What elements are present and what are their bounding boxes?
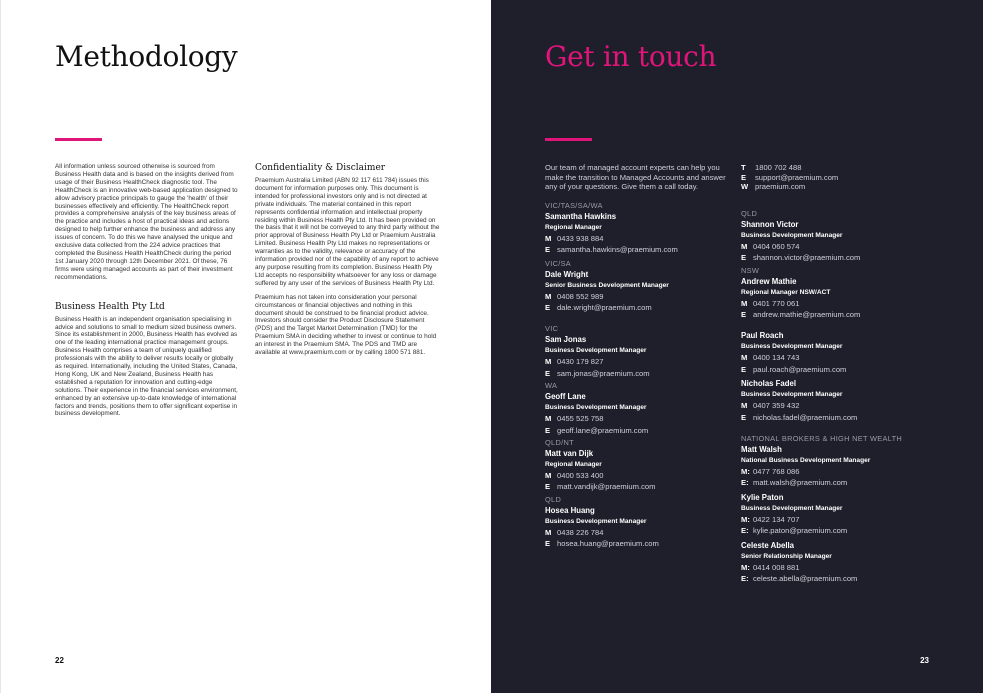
contact-card bbox=[741, 434, 941, 488]
contact-role: Regional Manager bbox=[545, 461, 602, 469]
email-address[interactable]: sam.jonas@praemium.com bbox=[557, 368, 650, 378]
contact-card bbox=[545, 324, 735, 378]
contact-card bbox=[741, 379, 941, 422]
email-label: E bbox=[545, 303, 551, 312]
disclaimer-paragraph-2: Praemium has not taken into consideration your personal circumstances or financial objectives and nothing in this document should be construed to be financial product advice. Investors should consider the Product Disclosure Statement (PDS) and the Target Market Determination (TMD) for the Praemium SMA in deciding whether to invest or continue to hold an interest in the Praemium SMA. The PDS and TMD are available at www.praemium.com or by calling 1800 571 881. bbox=[255, 293, 437, 357]
contact-role: Business Development Manager bbox=[741, 391, 843, 399]
contact-role: Senior Relationship Manager bbox=[741, 552, 832, 560]
general-contact bbox=[741, 163, 941, 192]
mobile-label: M: bbox=[741, 467, 750, 477]
mobile-number[interactable]: 0422 134 707 bbox=[753, 514, 800, 524]
contacts-right-column bbox=[741, 163, 941, 585]
region-label: QLD bbox=[545, 494, 562, 504]
contact-role: Regional Manager NSW/ACT bbox=[741, 288, 831, 296]
mobile-line bbox=[545, 528, 735, 537]
support-email-link[interactable]: support@praemium.com bbox=[755, 172, 839, 182]
email-address[interactable]: nicholas.fadel@praemium.com bbox=[753, 412, 858, 422]
email-label: E: bbox=[741, 526, 749, 536]
contact-role: Business Development Manager bbox=[545, 404, 647, 412]
email-address[interactable]: geoff.lane@praemium.com bbox=[557, 425, 649, 435]
email-address[interactable]: hosea.huang@praemium.com bbox=[557, 539, 659, 549]
email-line bbox=[545, 482, 735, 491]
business-health-paragraph: Business Health is an independent organisation specialising in advice and solutions to small to medium sized business owners. Since its establishment in 2000, Business Health has evolved as one of the leading international practice management groups. Business Health comprises a team of uniquely qualified professionals with the ability to deliver results locally or globally as required. Internationally, including the United States, Canada, Hong Kong, UK and New Zealand, Business Health has established a reputation for innovation and cutting-edge solutions. Their experience in the financial services environment, enhanced by an extensive up-to-date knowledge of international factors and trends, positions them to offer significant expertise in business development. bbox=[55, 315, 238, 418]
mobile-number[interactable]: 0400 134 743 bbox=[753, 353, 800, 363]
contact-role: National Business Development Manager bbox=[741, 457, 871, 465]
contact-card bbox=[741, 541, 941, 584]
contact-name: Celeste Abella bbox=[741, 540, 795, 550]
business-health-heading: Business Health Pty Ltd bbox=[55, 301, 165, 312]
mobile-label: M bbox=[741, 241, 748, 251]
contact-name: Matt van Dijk bbox=[545, 449, 594, 459]
mobile-number[interactable]: 0433 938 884 bbox=[557, 233, 604, 243]
email-address[interactable]: kylie.paton@praemium.com bbox=[753, 526, 848, 536]
mobile-line bbox=[741, 467, 941, 476]
phone-line bbox=[741, 163, 941, 173]
email-label: E bbox=[741, 172, 747, 182]
left-page bbox=[0, 0, 491, 693]
region-label: VIC/TAS/SA/WA bbox=[545, 200, 603, 210]
email-label: E bbox=[741, 412, 747, 422]
page-number-left: 22 bbox=[55, 656, 64, 665]
mobile-line bbox=[545, 357, 735, 366]
methodology-column bbox=[55, 163, 241, 418]
mobile-number[interactable]: 0408 552 989 bbox=[557, 291, 604, 301]
email-line bbox=[545, 245, 735, 254]
mobile-label: M bbox=[545, 357, 552, 367]
email-address[interactable]: matt.walsh@praemium.com bbox=[753, 478, 848, 488]
email-label: E bbox=[545, 245, 551, 255]
email-address[interactable]: shannon.victor@praemium.com bbox=[753, 253, 861, 263]
email-line bbox=[741, 526, 941, 535]
mobile-line bbox=[545, 414, 735, 423]
mobile-line bbox=[741, 563, 941, 572]
email-address[interactable]: celeste.abella@praemium.com bbox=[753, 574, 858, 584]
contact-role: Senior Business Development Manager bbox=[545, 281, 669, 289]
contact-name: Shannon Victor bbox=[741, 219, 799, 229]
contact-name: Samantha Hawkins bbox=[545, 211, 617, 221]
email-label: E bbox=[741, 310, 747, 319]
email-line bbox=[545, 426, 735, 435]
disclaimer-column bbox=[255, 163, 441, 357]
email-line bbox=[741, 253, 941, 262]
mobile-label: M bbox=[741, 401, 748, 411]
email-label: E bbox=[545, 368, 551, 378]
contact-name: Matt Walsh bbox=[741, 445, 782, 455]
methodology-title: Methodology bbox=[55, 40, 238, 73]
mobile-line bbox=[545, 292, 735, 301]
get-in-touch-title: Get in touch bbox=[545, 40, 717, 73]
email-address[interactable]: andrew.mathie@praemium.com bbox=[753, 310, 861, 319]
mobile-label: M bbox=[545, 471, 552, 481]
contact-name: Dale Wright bbox=[545, 269, 589, 279]
contact-role: Business Development Manager bbox=[741, 231, 843, 239]
mobile-label: M bbox=[545, 233, 552, 243]
mobile-number[interactable]: 0401 770 061 bbox=[753, 298, 800, 308]
mobile-number[interactable]: 0455 525 758 bbox=[557, 414, 604, 424]
email-line bbox=[741, 310, 941, 319]
title-accent-bar bbox=[545, 138, 592, 141]
contact-card bbox=[545, 201, 735, 255]
contact-role: Business Development Manager bbox=[545, 517, 647, 525]
mobile-label: M: bbox=[741, 514, 750, 524]
methodology-paragraph: All information unless sourced otherwise is sourced from Business Health data and is based on the insights derived from usage of their Business HealthCheck diagnostic tool. The HealthCheck is an innovative web-based application designed to allow advisory practice principals to gauge the 'health' of their businesses effectively and efficiently. The HealthCheck report provides a comprehensive analysis of the key business areas of the practice and includes a host of practical ideas and actions designed to help further enhance the business and address any issues of concern. To do this we have analysed the unique and exclusive data collected from the 224 advice practices that completed the Business Health HealthCheck during the period 1st January 2020 through 12th December 2021. Of these, 76 firms were using managed accounts as part of their investment recommendations. bbox=[55, 163, 238, 281]
contact-name: Paul Roach bbox=[741, 331, 784, 341]
mobile-number[interactable]: 0400 533 400 bbox=[557, 471, 604, 481]
region-label: QLD bbox=[741, 208, 758, 218]
contact-role: Business Development Manager bbox=[741, 343, 843, 351]
email-address[interactable]: samantha.hawkins@praemium.com bbox=[557, 245, 678, 255]
contact-role: Business Development Manager bbox=[741, 504, 843, 512]
email-line bbox=[741, 478, 941, 487]
contact-card bbox=[545, 381, 735, 435]
email-label: E bbox=[741, 253, 747, 263]
email-label: E: bbox=[741, 574, 749, 584]
left-contact-list bbox=[545, 201, 735, 549]
contact-name: Andrew Mathie bbox=[741, 276, 797, 286]
email-line bbox=[545, 369, 735, 378]
email-address[interactable]: matt.vandijk@praemium.com bbox=[557, 482, 656, 492]
intro-text: Our team of managed account experts can help you make the transition to Managed Accounts and answer any of your questions. Give them a call today. bbox=[545, 163, 726, 192]
web-line bbox=[741, 182, 941, 192]
region-label: QLD/NT bbox=[545, 438, 574, 448]
mobile-number[interactable]: 0477 768 086 bbox=[753, 467, 800, 477]
contact-card bbox=[741, 331, 941, 374]
contact-name: Hosea Huang bbox=[545, 505, 595, 515]
mobile-line bbox=[545, 234, 735, 243]
email-line bbox=[741, 413, 941, 422]
mobile-number[interactable]: 0404 060 574 bbox=[753, 241, 800, 251]
phone-label: T bbox=[741, 163, 746, 172]
contact-name: Geoff Lane bbox=[545, 392, 586, 402]
contact-card bbox=[545, 438, 735, 492]
email-line bbox=[545, 303, 735, 312]
mobile-number[interactable]: 0438 226 784 bbox=[557, 527, 604, 537]
mobile-line bbox=[545, 471, 735, 480]
right-contact-list bbox=[741, 209, 941, 584]
contact-card bbox=[741, 493, 941, 536]
email-address[interactable]: paul.roach@praemium.com bbox=[753, 364, 847, 374]
mobile-line bbox=[741, 515, 941, 524]
email-line bbox=[741, 173, 941, 183]
mobile-label: M bbox=[741, 298, 748, 308]
mobile-label: M bbox=[741, 353, 748, 363]
title-accent-bar bbox=[55, 138, 102, 141]
email-line bbox=[741, 574, 941, 583]
email-label: E bbox=[545, 539, 551, 549]
web-label: W bbox=[741, 182, 749, 192]
region-label: WA bbox=[545, 381, 558, 391]
region-label: VIC/SA bbox=[545, 258, 572, 268]
mobile-label: M bbox=[545, 291, 552, 301]
region-label: VIC bbox=[545, 324, 559, 334]
disclaimer-heading: Confidentiality & Disclaimer bbox=[255, 163, 386, 173]
mobile-line bbox=[741, 299, 941, 308]
contact-card bbox=[741, 209, 941, 263]
email-address[interactable]: dale.wright@praemium.com bbox=[557, 303, 652, 312]
contact-role: Business Development Manager bbox=[545, 347, 647, 355]
email-line bbox=[741, 365, 941, 374]
mobile-line bbox=[741, 401, 941, 410]
mobile-number[interactable]: 0414 008 881 bbox=[753, 562, 800, 572]
contact-card bbox=[741, 266, 941, 320]
contact-card bbox=[545, 259, 735, 313]
mobile-label: M: bbox=[741, 562, 750, 572]
contact-name: Nicholas Fadel bbox=[741, 379, 797, 389]
mobile-line bbox=[741, 242, 941, 251]
mobile-number[interactable]: 0407 359 432 bbox=[753, 401, 800, 411]
email-label: E bbox=[545, 482, 551, 492]
disclaimer-paragraph-1: Praemium Australia Limited (ABN 92 117 611 784) issues this document for information purposes only. This document is intended for professional investors only and is not directed at private individuals. The material contained in this report represents confidential information and intellectual property residing within Business Health Pty Ltd. It has been provided on the basis that it will not be conveyed to any third party without the prior approval of Business Health Pty Ltd or Praemium Australia Limited. Business Health Pty Ltd makes no representations or warranties as to the validity, relevance or accuracy of the information provided nor of the capability of any report to achieve any purpose resulting from its completion. Business Health Pty Ltd accepts no responsibility whatsoever for any loss or damage suffered by any user of the services of Business Health Pty Ltd. bbox=[255, 177, 440, 287]
contact-name: Kylie Paton bbox=[741, 492, 784, 502]
contact-card bbox=[545, 495, 735, 549]
website-link[interactable]: praemium.com bbox=[755, 182, 806, 192]
mobile-number[interactable]: 0430 179 827 bbox=[557, 357, 604, 367]
page-number-right: 23 bbox=[920, 656, 929, 665]
mobile-line bbox=[741, 353, 941, 362]
mobile-label: M bbox=[545, 527, 552, 537]
email-label: E bbox=[741, 364, 747, 374]
phone-value[interactable]: 1800 702 488 bbox=[755, 163, 802, 172]
email-line bbox=[545, 539, 735, 548]
email-label: E: bbox=[741, 478, 749, 488]
region-label: NSW bbox=[741, 265, 760, 275]
contact-role: Regional Manager bbox=[545, 223, 602, 231]
contacts-left-column bbox=[545, 163, 735, 551]
contact-name: Sam Jonas bbox=[545, 335, 587, 345]
mobile-label: M bbox=[545, 414, 552, 424]
right-page bbox=[491, 0, 983, 693]
region-label: NATIONAL BROKERS & HIGH NET WEALTH bbox=[741, 434, 903, 444]
email-label: E bbox=[545, 425, 551, 435]
